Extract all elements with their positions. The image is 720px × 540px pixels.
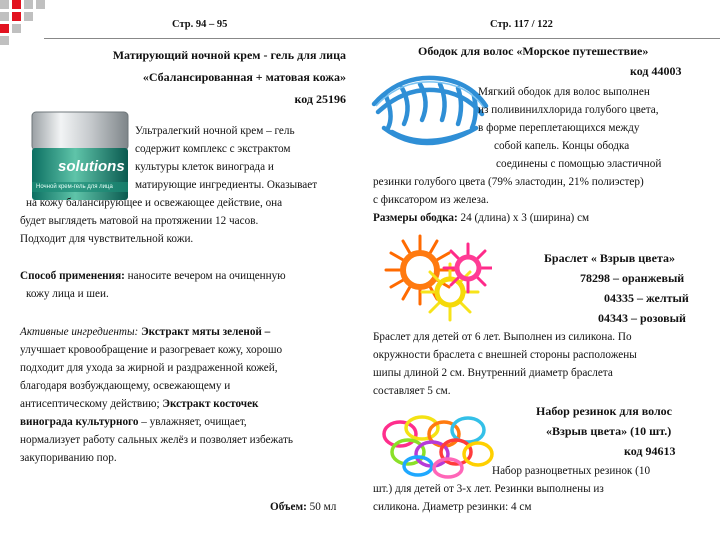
cream-desc-line: матирующие ингредиенты. Оказывает	[135, 179, 318, 191]
bracelet-desc-line: Браслет для детей от 6 лет. Выполнен из силикона. По	[373, 331, 632, 343]
headband-size-value: 24 (длина) х 3 (ширина) см	[457, 212, 590, 224]
hairbands-code: код 94613	[624, 444, 676, 458]
cream-jar-image	[28, 110, 132, 204]
ingredients-text: антисептическому действию;	[20, 398, 163, 410]
ingredients-line	[20, 395, 259, 413]
bracelet-desc-line: составляет 5 см.	[373, 385, 451, 397]
cream-desc-line: на кожу балансирующее и освежающее действие, она	[26, 197, 283, 209]
ingredient-grape-2: винограда культурного	[20, 416, 139, 428]
ingredients-line	[20, 323, 270, 341]
headband-image	[364, 66, 494, 166]
jar-subtitle: Ночной крем-гель для лица	[36, 184, 113, 190]
headband-size-label: Размеры ободка:	[373, 212, 458, 224]
volume-line	[270, 498, 336, 516]
headband-desc-line: резинки голубого цвета (79% эластодин, 21% полиэстер)	[373, 176, 644, 188]
ingredient-mint: Экстракт мяты зеленой –	[138, 326, 271, 338]
headband-desc-line: с фиксатором из железа.	[373, 194, 489, 206]
bracelet-image	[384, 232, 492, 324]
hairbands-title: «Взрыв цвета» (10 шт.)	[546, 424, 672, 438]
bracelet-desc-line: окружности браслета с внешней стороны расположены	[373, 349, 637, 361]
ingredients-line: подходит для ухода за жирной и раздраженной кожей,	[20, 362, 278, 374]
hairbands-image	[378, 408, 496, 480]
usage-text: наносите вечером на очищенную	[124, 270, 286, 282]
headband-desc-line: Мягкий ободок для волос выполнен	[478, 86, 650, 98]
cream-desc-line: Подходит для чувствительной кожи.	[20, 233, 194, 245]
ingredient-grape: Экстракт косточек	[162, 398, 259, 410]
headband-size	[373, 209, 589, 227]
hairbands-desc-line: силикона. Диаметр резинки: 4 см	[373, 501, 532, 513]
bracelet-desc-line: шипы длиной 2 см. Внутренний диаметр браслета	[373, 367, 613, 379]
cream-desc-line: Ультралегкий ночной крем – гель	[135, 125, 295, 137]
usage-line	[20, 267, 286, 285]
ingredients-line	[20, 413, 247, 431]
header-rule	[44, 38, 720, 39]
ingredients-line: благодаря возбуждающему, освежающему и	[20, 380, 231, 392]
right-page-label: Стр. 117 / 122	[490, 19, 553, 30]
hairbands-desc-line: шт.) для детей от 3-х лет. Резинки выполнены из	[373, 483, 604, 495]
hairbands-desc-line: Набор разноцветных резинок (10	[492, 465, 651, 477]
bracelet-title: Браслет « Взрыв цвета»	[544, 251, 675, 265]
headband-desc-line: соединены с помощью эластичной	[496, 158, 662, 170]
left-page-label: Стр. 94 – 95	[172, 19, 228, 30]
cream-title	[20, 44, 346, 110]
usage-label: Способ применения:	[20, 270, 125, 282]
cream-title-line: Матирующий ночной крем - гель для лица	[112, 48, 346, 62]
headband-desc-line: из поливинилхлорида голубого цвета,	[478, 104, 659, 116]
headband-desc-line: в форме переплетающихся между	[478, 122, 640, 134]
bracelet-variant: 04335 – желтый	[604, 291, 689, 305]
headband-code: код 44003	[630, 64, 682, 78]
volume-label: Объем:	[270, 501, 307, 513]
bracelet-variant: 78298 – оранжевый	[580, 271, 685, 285]
ingredients-line: закупориванию пор.	[20, 452, 117, 464]
cream-desc-line: содержит комплекс с экстрактом	[135, 143, 291, 155]
ingredients-line: улучшает кровообращение и разогревает кожу, хорошо	[20, 344, 283, 356]
bracelet-variant: 04343 – розовый	[598, 311, 686, 325]
hairbands-title: Набор резинок для волос	[536, 404, 673, 418]
ingredients-label: Активные ингредиенты:	[20, 326, 139, 338]
volume-value: 50 мл	[306, 501, 337, 513]
jar-brand: solutions	[58, 158, 125, 175]
cream-desc-line: будет выглядеть матовой на протяжении 12 часов.	[20, 215, 259, 227]
headband-desc-line: собой капель. Концы ободка	[494, 140, 630, 152]
usage-line: кожу лица и шеи.	[26, 288, 109, 300]
ingredients-line: нормализует работу сальных желёз и позволяет избежать	[20, 434, 293, 446]
ingredients-text: – увлажняет, очищает,	[138, 416, 247, 428]
headband-title: Ободок для волос «Морское путешествие»	[418, 44, 649, 58]
cream-title-line: «Сбалансированная + матовая кожа»	[142, 70, 346, 84]
cream-desc-line: культуры клеток винограда и	[135, 161, 274, 173]
cream-code: код 25196	[294, 92, 346, 106]
